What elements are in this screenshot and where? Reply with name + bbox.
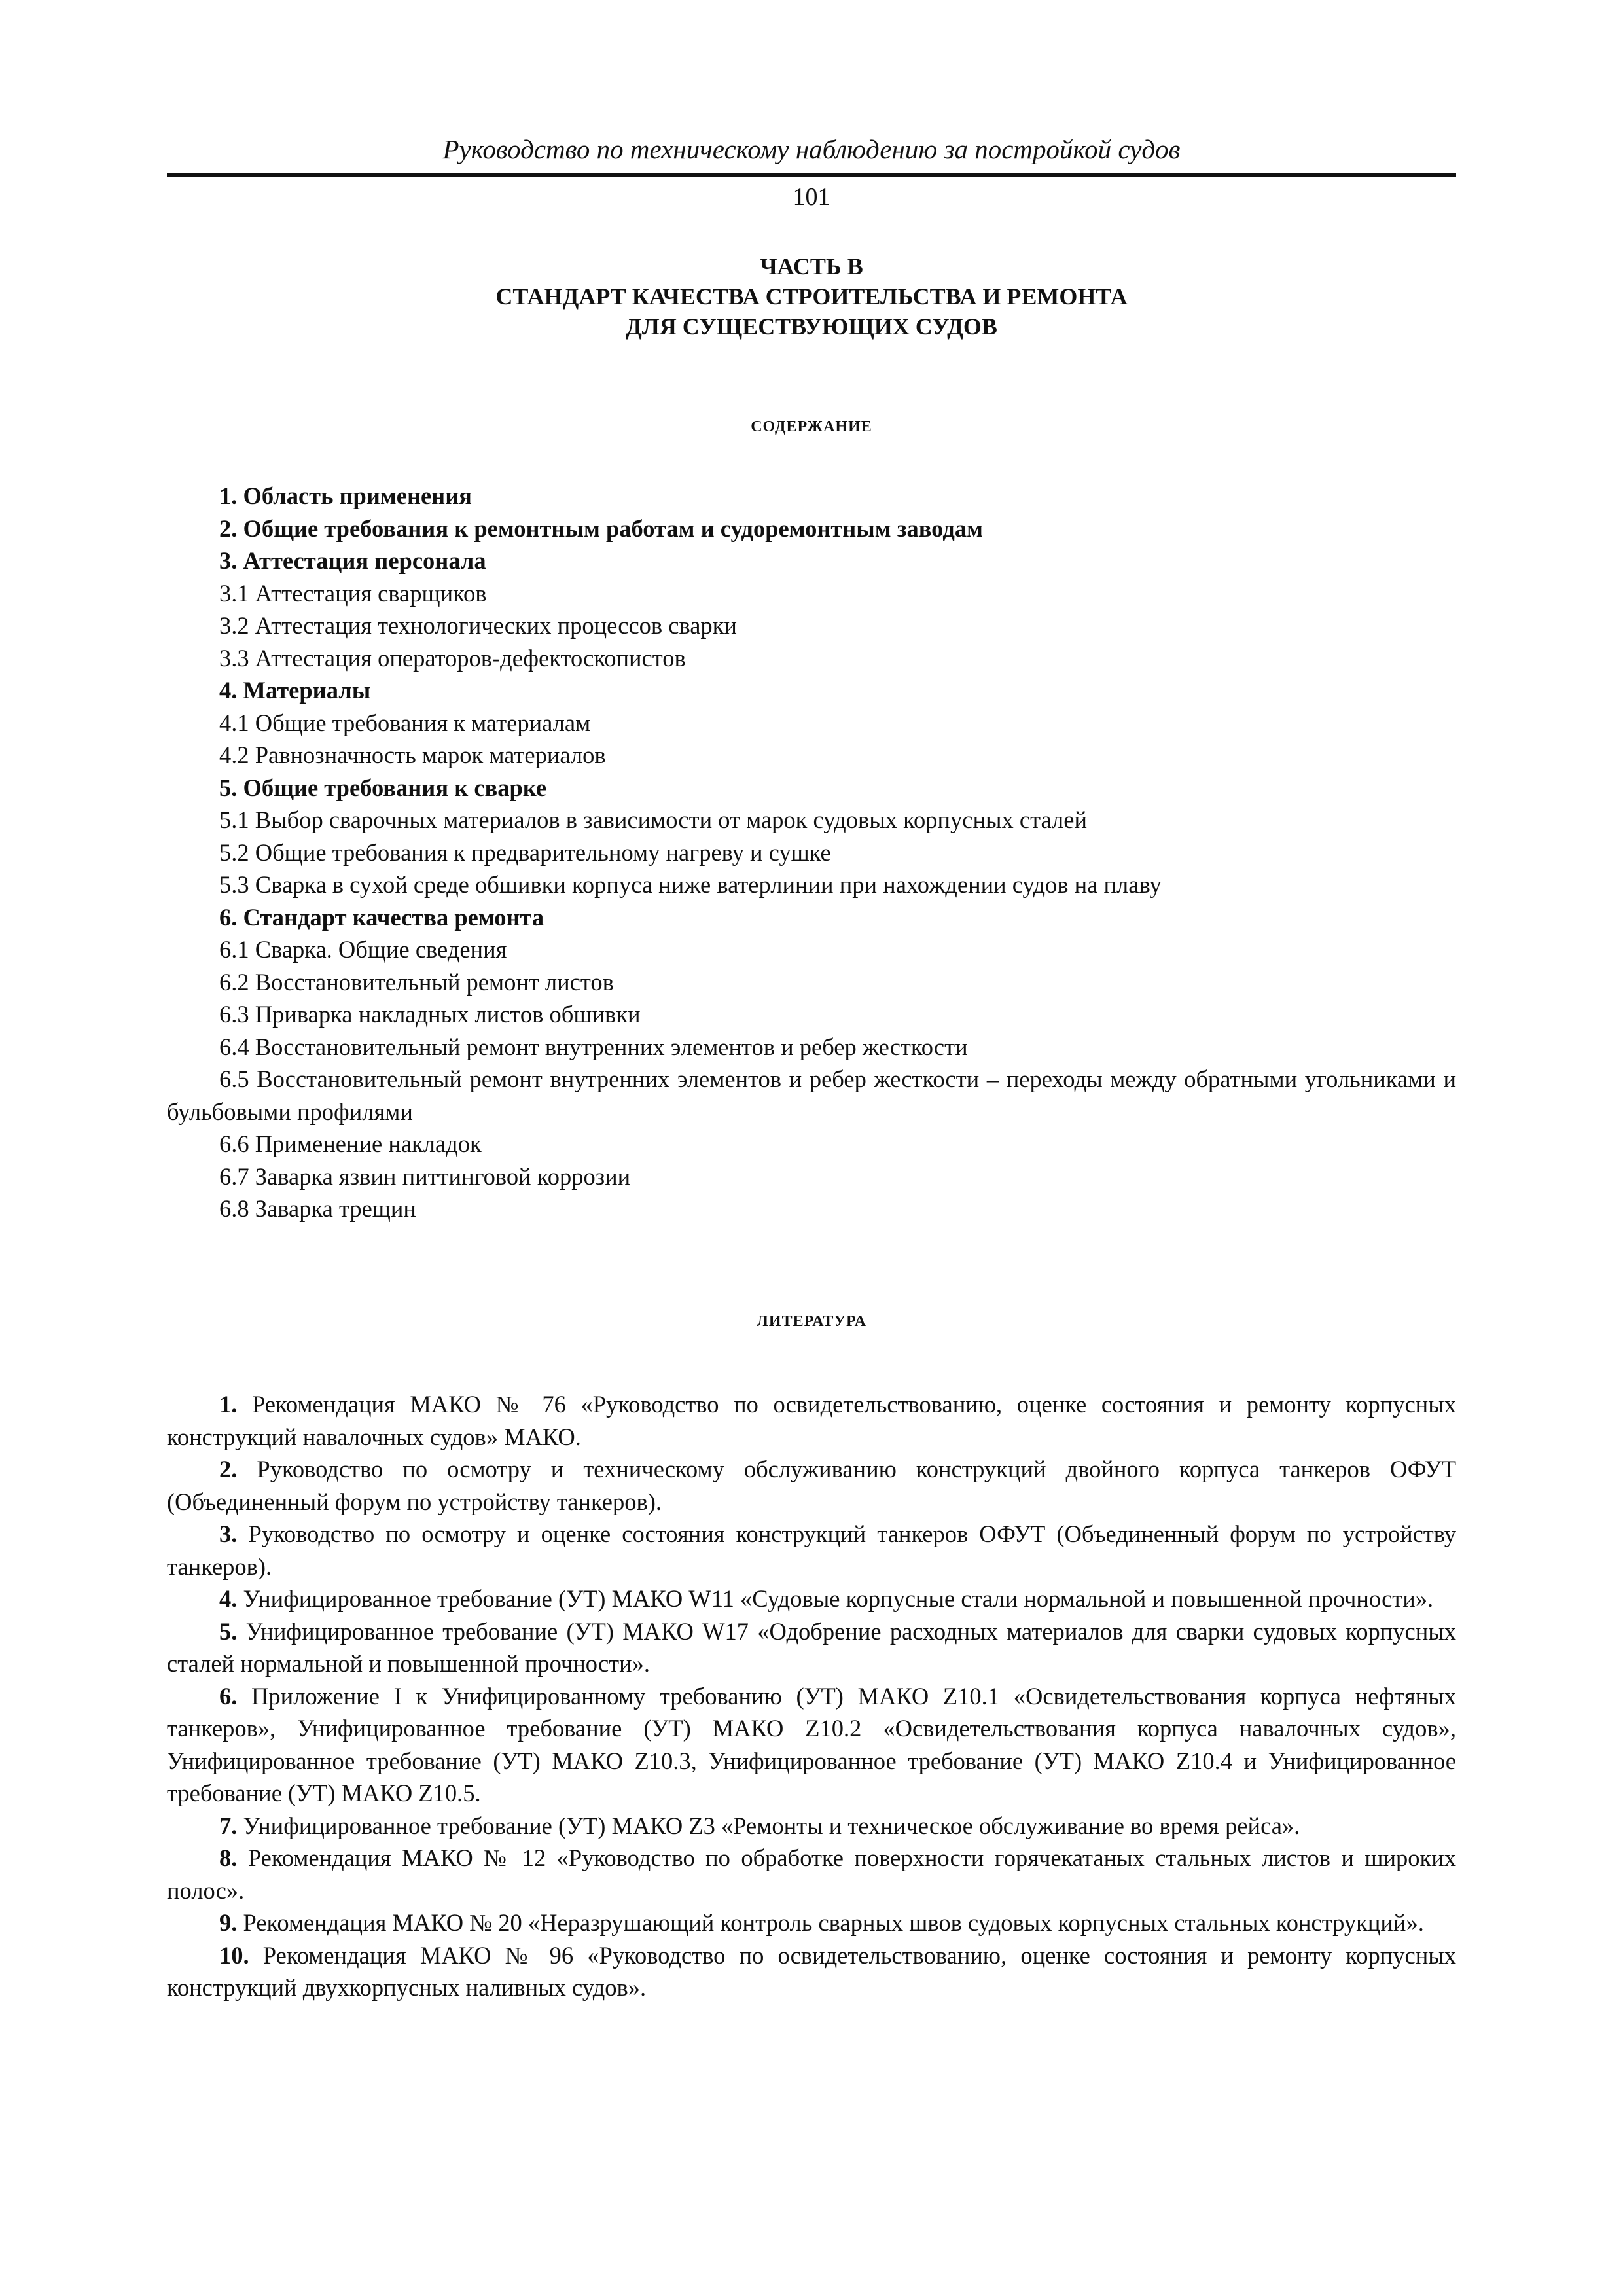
reference-number: 10. [219,1941,249,1969]
toc-item: 2. Общие требования к ремонтным работам и судоремонтным заводам [219,514,983,542]
toc-item: 6.7 Заварка язвин питтинговой коррозии [219,1162,631,1190]
reference-text: Рекомендация МАКО № 20 «Неразрушающий контроль сварных швов судовых корпусных стальных конструкций». [243,1909,1424,1936]
part-title-line-3: ДЛЯ СУЩЕСТВУЮЩИХ СУДОВ [626,314,997,340]
reference-number: 3. [219,1520,238,1547]
toc-item: 6. Стандарт качества ремонта [219,903,544,931]
toc-item: 6.5 Восстановительный ремонт внутренних элементов и ребер жесткости – переходы между обратными угольниками и бульбовыми профилями [167,1066,1456,1125]
contents-heading: СОДЕРЖАНИЕ [751,418,872,435]
toc-item: 6.1 Сварка. Общие сведения [219,936,507,963]
toc-item: 1. Область применения [219,482,472,509]
running-header-title: Руководство по техническому наблюдению за постройкой судов [442,134,1181,164]
reference-text: Унифицированное требование (УТ) МАКО W11 «Судовые корпусные стали нормальной и повышенной прочности». [243,1585,1434,1612]
literature-heading: ЛИТЕРАТУРА [757,1313,866,1330]
toc-item: 3.3 Аттестация операторов-дефектоскопистов [219,644,686,672]
toc-item: 4.2 Равнозначность марок материалов [219,742,606,768]
reference-text: Унифицированное требование (УТ) МАКО W17 «Одобрение расходных материалов для сварки судовых корпусных сталей нормальной и повышенной прочности». [167,1617,1456,1677]
reference-number: 9. [219,1909,238,1936]
reference-item [167,1907,1456,1939]
toc-item: 5.2 Общие требования к предварительному нагреву и сушке [219,838,831,866]
reference-item [167,1615,1456,1680]
toc-item: 6.8 Заварка трещин [219,1195,416,1222]
reference-text: Рекомендация МАКО № 76 «Руководство по освидетельствованию, оценке состояния и ремонту корпусных конструкций навалочных судов» МАКО. [167,1391,1456,1450]
reference-number: 5. [219,1617,238,1645]
reference-item [167,1388,1456,1453]
toc-item: 6.3 Приварка накладных листов обшивки [219,1001,641,1028]
toc-item: 3.2 Аттестация технологических процессов сварки [219,612,737,639]
toc-item: 3.1 Аттестация сварщиков [219,579,487,607]
part-title-line-1: ЧАСТЬ B [760,253,863,279]
toc-item: 3. Аттестация персонала [219,547,486,574]
toc-item: 6.4 Восстановительный ремонт внутренних элементов и ребер жесткости [219,1033,968,1060]
toc-item: 4. Материалы [219,677,371,704]
reference-item [167,1518,1456,1583]
reference-text: Руководство по осмотру и техническому обслуживанию конструкций двойного корпуса танкеров ОФУТ (Объединенный форум по устройству танкеров). [167,1456,1457,1515]
reference-text: Приложение I к Унифицированному требованию (УТ) МАКО Z10.1 «Освидетельствования корпуса нефтяных танкеров», Унифицированное требование (УТ) МАКО Z10.2 «Освидетельствования корпуса навалочных судов», Унифицированное требование (УТ) МАКО Z10.3, Унифицированное требование (УТ) МАКО Z10.4 и Унифицированное требование (УТ) МАКО Z10.5. [167,1682,1456,1806]
reference-number: 7. [219,1812,238,1839]
header-rule [167,173,1456,177]
reference-number: 6. [219,1682,238,1710]
toc-item: 4.1 Общие требования к материалам [219,709,591,736]
reference-number: 8. [219,1844,238,1871]
table-of-contents [167,480,1456,1225]
reference-text: Руководство по осмотру и оценке состояния конструкций танкеров ОФУТ (Объединенный форум по устройству танкеров). [167,1520,1456,1580]
toc-item: 5.3 Сварка в сухой среде обшивки корпуса ниже ватерлинии при нахождении судов на плаву [219,871,1162,898]
reference-item [167,1939,1456,2004]
reference-item [167,1810,1456,1842]
reference-number: 4. [219,1585,238,1612]
toc-item: 5. Общие требования к сварке [219,774,547,801]
reference-item [167,1453,1456,1518]
reference-item [167,1680,1456,1810]
toc-item: 6.6 Применение накладок [219,1130,482,1157]
reference-number: 1. [219,1391,238,1418]
reference-text: Унифицированное требование (УТ) МАКО Z3 «Ремонты и техническое обслуживание во время рейса». [243,1812,1300,1839]
reference-text: Рекомендация МАКО № 96 «Руководство по освидетельствованию, оценке состояния и ремонту корпусных конструкций двухкорпусных наливных судов». [167,1941,1457,2001]
toc-item: 5.1 Выбор сварочных материалов в зависимости от марок судовых корпусных сталей [219,806,1087,833]
reference-number: 2. [219,1456,238,1482]
reference-item [167,1583,1456,1615]
part-title-line-2: СТАНДАРТ КАЧЕСТВА СТРОИТЕЛЬСТВА И РЕМОНТА [495,283,1128,310]
literature-list [167,1388,1456,2004]
reference-item [167,1842,1456,1907]
toc-item: 6.2 Восстановительный ремонт листов [219,968,614,996]
reference-text: Рекомендация МАКО № 12 «Руководство по обработке поверхности горячекатаных стальных листов и широких полос». [167,1844,1457,1904]
part-title [167,251,1456,342]
page-number: 101 [793,183,830,211]
